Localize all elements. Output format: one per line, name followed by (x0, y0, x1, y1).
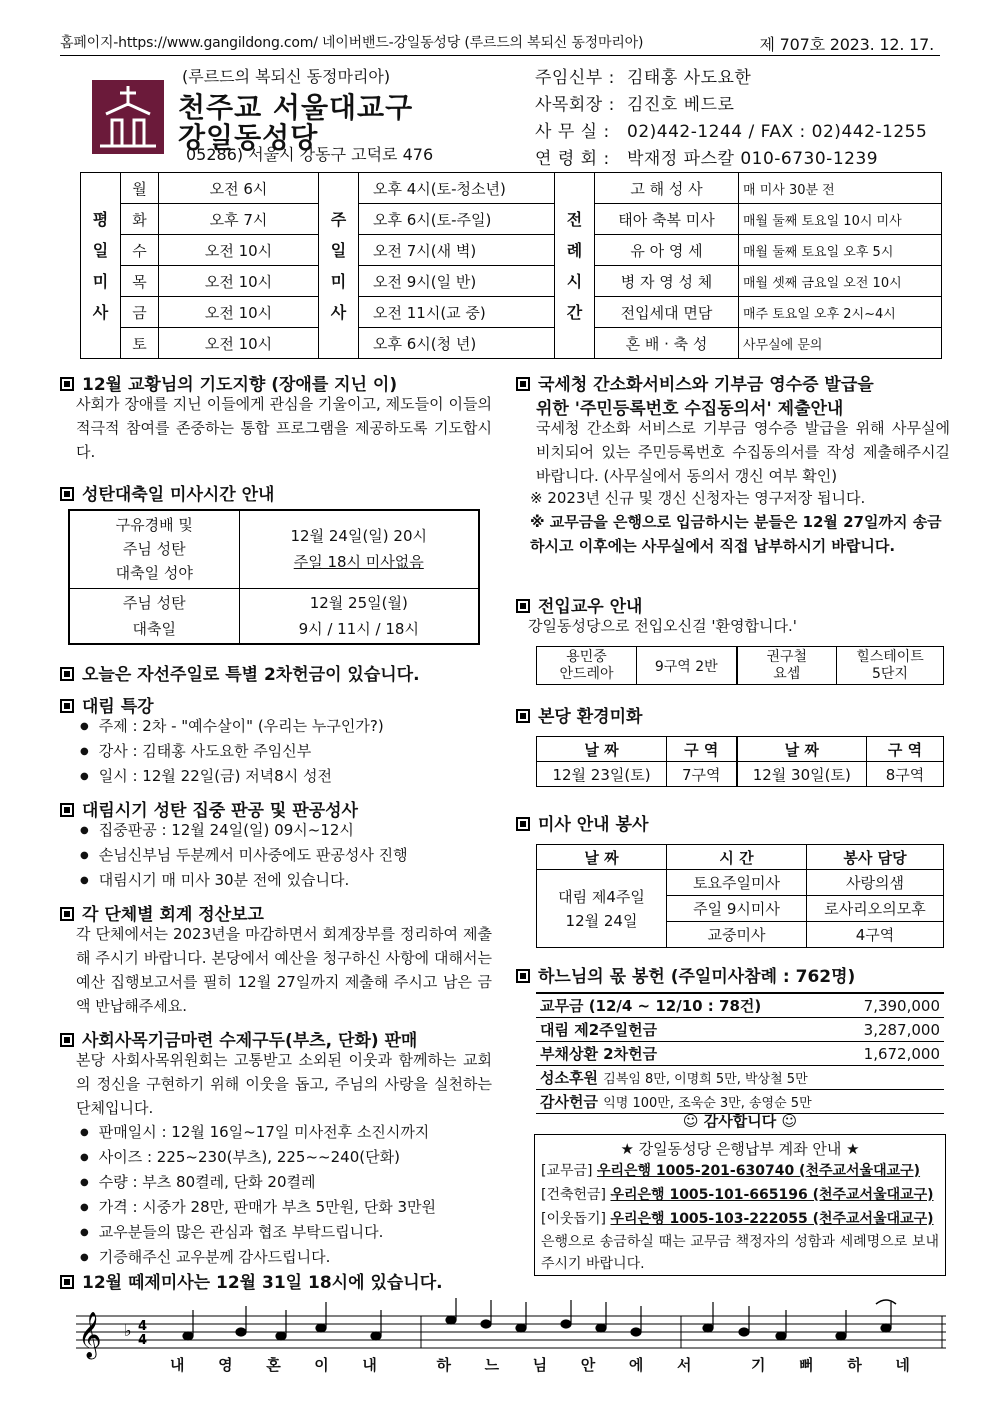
diocese-name: 천주교 서울대교구 (178, 91, 414, 124)
shoe-sale-body: 본당 사회사목위원회는 고통받고 소외된 이웃과 함께하는 교회의 정신을 구현하기 위해 이웃을 돕고, 주님의 사랑을 실천하는 단체입니다. (76, 1051, 492, 1117)
table-row: 감사헌금 익명 100만, 조욱순 3만, 송영순 5만 (536, 1090, 944, 1114)
weekday-mass-label: 평 일 미 사 (81, 173, 121, 359)
bank-title: ★ 강일동성당 은행납부 계좌 안내 ★ (620, 1140, 860, 1158)
svg-text:𝄞: 𝄞 (78, 1312, 102, 1358)
section-pope-intention: 12월 교황님의 기도지향 (장애를 지닌 이) (60, 370, 397, 395)
song-lyrics: 내 영 혼 이 내 하 느 님 안 에 서 기 뻐 하 네 (170, 1356, 910, 1374)
church-logo (92, 80, 164, 154)
new-members-body: 강일동성당으로 전입오신걸 '환영합니다.' (528, 617, 797, 635)
svg-text:4: 4 (138, 1333, 148, 1348)
shoe-sale-list (80, 1120, 436, 1270)
table-row: 부채상환 2차헌금 1,672,000 (536, 1042, 944, 1066)
section-shoe-sale: 사회사목기금마련 수제구두(부츠, 단화) 판매 (60, 1026, 417, 1051)
section-charity-sunday: 오늘은 자선주일로 특별 2차헌금이 있습니다. (60, 660, 420, 685)
bank-row: [이웃돕기] 우리은행 1005-103-222055 (천주교서울대교구) (541, 1211, 934, 1227)
table-row: 대림 제2주일헌금 3,287,000 (536, 1018, 944, 1042)
staff-row: 사목회장 : 김진호 베드로 (535, 95, 735, 115)
section-cleaning: 본당 환경미화 (516, 702, 642, 727)
section-advent-lecture: 대림 특강 (60, 692, 154, 717)
offering-table (536, 992, 944, 1114)
liturgy-label: 전 례 시 간 (555, 173, 595, 359)
list-item: ● 수량 : 부츠 80켤레, 단화 20켤레 (80, 1170, 436, 1195)
tax-receipt-body: 국세청 간소화 서비스로 기부금 영수증 발급을 위해 사무실에 비치되어 있는 주민등록번호 수집동의서를 작성 제출해주시길 바랍니다. (사무실에서 동의서 갱신 여부 확인) (536, 419, 950, 485)
section-mass-guide: 미사 안내 봉사 (516, 810, 648, 835)
new-members-table: 용민중 안드레아 9구역 2반 권구철 요셉 힐스테이트 5단지 (536, 646, 944, 685)
section-new-members: 전입교우 안내 (516, 592, 642, 617)
cleaning-table: 날 짜 구 역 날 짜 구 역 12월 23일(토) 7구역 12월 30일(토) 8구역 (536, 736, 944, 787)
staff-row: 사 무 실 : 02)442-1244 / FAX : 02)442-1255 (535, 122, 928, 142)
list-item: ● 집중판공 : 12월 24일(일) 09시~12시 (80, 818, 408, 843)
thanks-text: ☺ 감사합니다 ☺ (682, 1112, 798, 1130)
bank-account-box (534, 1134, 946, 1276)
list-item: ● 손님신부님 두분께서 미사중에도 판공성사 진행 (80, 843, 408, 868)
bank-row: [교무금] 우리은행 1005-201-630740 (천주교서울대교구) (541, 1163, 921, 1179)
tax-note-2: ※ 교무금을 은행으로 입금하시는 분들은 12월 27일까지 송금하시고 이후에는 사무실에서 직접 납부하시기 바랍니다. (530, 513, 942, 555)
section-taize-mass: 12월 떼제미사는 12월 31일 18시에 있습니다. (60, 1268, 443, 1293)
sunday-mass-label: 주 일 미 사 (319, 173, 359, 359)
section-christmas-mass: 성탄대축일 미사시간 안내 (60, 480, 274, 505)
header-line (60, 32, 940, 56)
accounting-body: 각 단체에서는 2023년을 마감하면서 회계장부를 정리하여 제출해 주시기 바랍니다. 본당에서 예산을 청구하신 사항에 대해서는 예산 집행보고서를 필히 12월 27일까지 제출해 주시고 남은 금액 반납해주세요. (76, 925, 492, 1015)
table-row: 교무금 (12/4 ~ 12/10 : 78건) 7,390,000 (536, 993, 944, 1018)
pope-intention-body: 사회가 장애를 지닌 이들에게 관심을 기울이고, 제도들이 이들의 적극적 참여를 존중하는 통합 프로그램을 제공하도록 기도합시다. (76, 395, 492, 461)
list-item: ● 대림시기 매 미사 30분 전에 있습니다. (80, 868, 408, 893)
list-item: ● 기증해주신 교우분께 감사드립니다. (80, 1245, 436, 1270)
list-item: ● 교우분들의 많은 관심과 협조 부탁드립니다. (80, 1220, 436, 1245)
list-item: ● 일시 : 12월 22일(금) 저녁8시 성전 (80, 764, 384, 789)
advent-lecture-list (80, 714, 384, 789)
svg-text:♭: ♭ (124, 1321, 132, 1340)
christmas-mass-table: 구유경배 및 주님 성탄 대축일 성야 12월 24일(일) 20시 주일 18시 미사없음 주님 성탄 대축일 12월 25일(월) 9시 / 11시 / 18시 (68, 509, 480, 645)
mass-guide-table: 날 짜 시 간 봉사 담당 대림 제4주일 12월 24일 토요주일미사 사랑의샘 주일 9시미사 로사리오의모후 교중미사 4구역 (536, 844, 944, 948)
list-item: ● 사이즈 : 225~230(부츠), 225~~240(단화) (80, 1145, 436, 1170)
section-accounting: 각 단체별 회계 정산보고 (60, 900, 264, 925)
patron-title: (루르드의 복되신 동정마리아) (182, 67, 391, 86)
list-item: ● 강사 : 김태홍 사도요한 주임신부 (80, 739, 384, 764)
list-item: ● 가격 : 시중가 28만, 판매가 부츠 5만원, 단화 3만원 (80, 1195, 436, 1220)
list-item: ● 판매일시 : 12월 16일~17일 미사전후 소진시까지 (80, 1120, 436, 1145)
tax-receipt-subtitle: 위한 '주민등록번호 수집동의서' 제출안내 (536, 399, 844, 419)
section-tax-receipt: 국세청 간소화서비스와 기부금 영수증 발급을 (516, 370, 874, 395)
logo-icon (92, 80, 164, 154)
church-name: 강일동성당 (178, 121, 319, 154)
issue-number: 제 707호 2023. 12. 17. (759, 35, 934, 54)
section-offering: 하느님의 몫 봉헌 (주일미사참례 : 762명) (516, 962, 855, 987)
church-address: 05286) 서울시 강동구 고덕로 476 (186, 145, 434, 164)
table-row: 성소후원 김복임 8만, 이명희 5만, 박상철 5만 (536, 1066, 944, 1090)
bank-note: 은행으로 송금하실 때는 교무금 책정자의 성함과 세례명으로 보내주시기 바랍니다. (541, 1234, 939, 1272)
svg-text:4: 4 (138, 1319, 148, 1334)
mass-schedule-table: 평 일 미 사 월 오전 6시 주 일 미 사 오후 4시(토-청소년) 전 례 시 간 고 해 성 사 매 미사 30분 전 화 오후 7시 오후 6시(토-주일) 태아 축복 미사 매월 둘째 토요일 10시 미사 수 오전 10시 오전 7시(새 벽) 유 아 영 세 매월 둘째 토요일 오후 5시 목 오전 10시 오전 9시(일 반) 병 자 영 성 체 매월 셋째 금요일 오전 10시 금 오전 10시 오전 11시(교 중) 전입세대 면담 매주 토요일 오후 2시~4시 토 오전 10시 오후 6시(청 년) 혼 배 · 축 성 사무실에 문의 (80, 172, 942, 359)
bank-row: [건축헌금] 우리은행 1005-101-665196 (천주교서울대교구) (541, 1187, 934, 1203)
tax-note-1: ※ 2023년 신규 및 갱신 신청자는 영구저장 됩니다. (530, 489, 866, 507)
website-info: 홈페이지-https://www.gangildong.com/ 네이버밴드-강일동성당 (루르드의 복되신 동정마리아) (60, 35, 644, 51)
list-item: ● 주제 : 2차 - "예수살이" (우리는 누구인가?) (80, 714, 384, 739)
staff-info (535, 63, 927, 171)
section-confession: 대림시기 성탄 집중 판공 및 판공성사 (60, 796, 358, 821)
confession-list (80, 818, 408, 893)
staff-row: 주임신부 : 김태홍 사도요한 (535, 68, 752, 88)
staff-row: 연 령 회 : 박재정 파스칼 010-6730-1239 (535, 149, 879, 169)
